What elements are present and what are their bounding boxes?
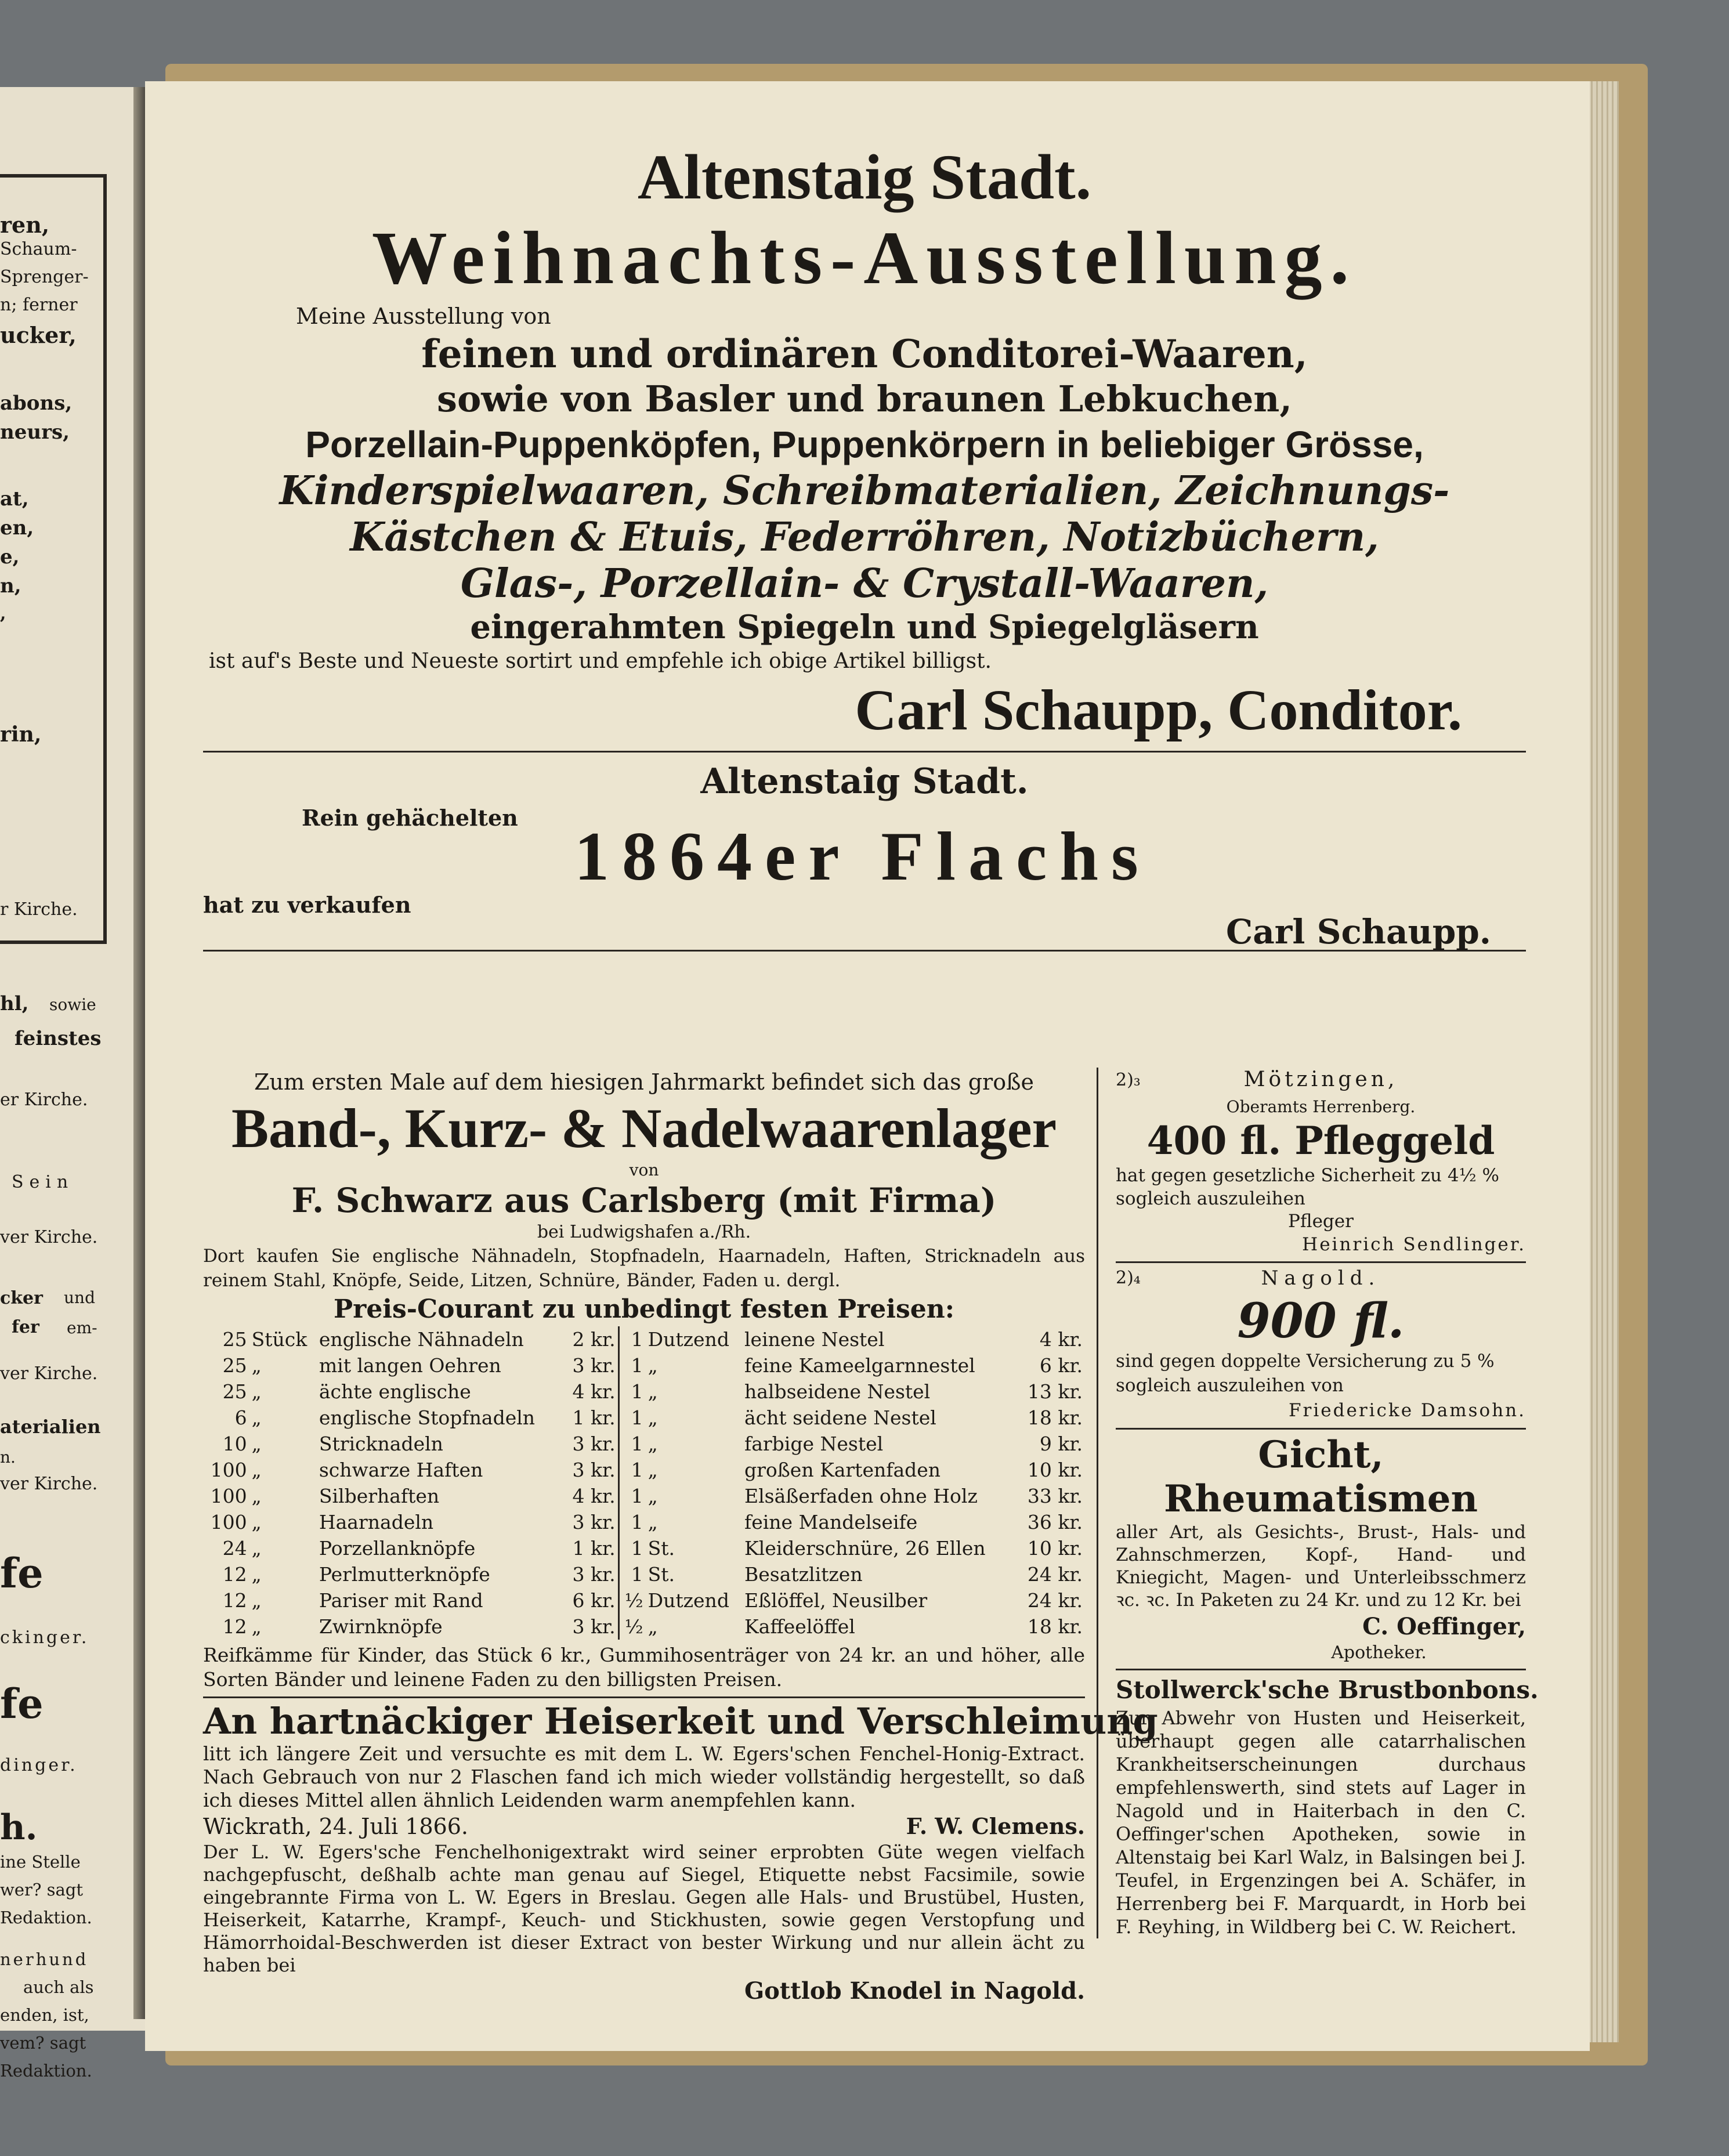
price-cell-p2: 6 kr.: [1039, 1354, 1083, 1377]
price-cell-p2: 36 kr.: [1027, 1511, 1083, 1533]
price-cell-q1: 10: [222, 1432, 247, 1455]
price-cell-q1: 25: [222, 1328, 247, 1351]
left-fragment: Redaktion.: [0, 2061, 92, 2081]
ad5-headline: 400 fl. Pfleggeld: [1146, 1118, 1495, 1163]
price-cell-p1: 4 kr.: [564, 1379, 618, 1405]
price-row: [203, 1405, 1085, 1431]
left-fragment: ver Kirche.: [0, 1363, 98, 1384]
left-fragment: feinstes: [15, 1027, 102, 1050]
price-row: [203, 1326, 1085, 1352]
left-fragment: fe: [0, 1680, 44, 1728]
price-cell-u1: „: [251, 1511, 262, 1533]
left-fragment: er Kirche.: [0, 1090, 88, 1110]
left-fragment: auch als: [23, 1977, 94, 1997]
price-cell-p1: 3 kr.: [564, 1561, 618, 1587]
left-fragment: ,: [0, 603, 6, 624]
ad2-body: [203, 805, 1526, 950]
price-cell-i2: halbseidene Nestel: [744, 1380, 931, 1403]
price-cell-p2: 13 kr.: [1027, 1380, 1083, 1403]
left-fragment: n; ferner: [0, 295, 78, 315]
left-fragment: ver Kirche.: [0, 1474, 98, 1494]
price-cell-i1: englische Stopfnadeln: [319, 1406, 536, 1429]
left-fragment: Redaktion.: [0, 1908, 92, 1927]
price-row: [203, 1614, 1085, 1640]
price-cell-q2: 1: [631, 1354, 643, 1377]
price-cell-p1: 3 kr.: [564, 1614, 618, 1640]
price-cell-u2: St.: [648, 1537, 675, 1560]
left-page: [0, 87, 145, 2081]
ad4-headline: An hartnäckiger Heiserkeit und Verschleimung: [203, 1700, 1158, 1742]
ad3-firm: F. Schwarz aus Carlsberg (mit Firma): [291, 1181, 997, 1220]
ad5-body: hat gegen gesetzliche Sicherheit zu 4½ % sogleich auszuleihen: [1116, 1165, 1499, 1209]
price-cell-u1: „: [251, 1537, 262, 1560]
left-fragment: sowie: [49, 995, 96, 1014]
left-fragment: neurs,: [0, 421, 70, 444]
ad3-intro: Zum ersten Male auf dem hiesigen Jahrmarkt befindet sich das große: [254, 1069, 1034, 1095]
left-fragment: aterialien: [0, 1416, 101, 1438]
left-fragment: enden, ist,: [0, 2005, 89, 2025]
ad1-intro: Meine Ausstellung von: [296, 303, 551, 329]
price-row: [203, 1561, 1085, 1587]
price-cell-p2: 24 kr.: [1027, 1563, 1083, 1586]
price-cell-p1: 1 kr.: [564, 1405, 618, 1431]
divider: [203, 1696, 1085, 1698]
price-cell-q2: 1: [631, 1563, 643, 1586]
price-row: [203, 1587, 1085, 1614]
ad2-post: hat zu verkaufen: [203, 892, 411, 918]
price-table: [203, 1326, 1085, 1640]
ad5-role: Pfleger: [1288, 1211, 1354, 1232]
ad4-signature-line: [203, 1812, 1085, 1841]
price-cell-q1: 25: [222, 1380, 247, 1403]
ad4-signer: F. W. Clemens.: [906, 1813, 1085, 1839]
ad1-line2: sowie von Basler und braunen Lebkuchen,: [437, 378, 1292, 420]
price-row: [203, 1431, 1085, 1457]
price-cell-p2: 10 kr.: [1027, 1537, 1083, 1560]
left-fragment: n,: [0, 574, 21, 598]
price-cell-i1: Perlmutterknöpfe: [319, 1563, 490, 1586]
left-fragment: fer: [12, 1317, 39, 1337]
price-cell-p1: 3 kr.: [564, 1509, 618, 1535]
price-cell-p1: 3 kr.: [564, 1352, 618, 1379]
ad4-seller: Gottlob Knodel in Nagold.: [744, 1977, 1085, 2005]
price-cell-i2: leinene Nestel: [744, 1328, 885, 1351]
ad7-body: aller Art, als Gesichts-, Brust-, Hals- und Zahnschmerzen, Kopf-, Hand- und Kniegicht, Magen- und Unterleibsschmerz ꝛc. ꝛc. In Paketen zu 24 Kr. und zu 12 Kr. bei: [1116, 1522, 1526, 1611]
left-fragment: dinger.: [0, 1755, 78, 1775]
price-cell-i2: feine Mandelseife: [744, 1511, 918, 1533]
price-row: [203, 1483, 1085, 1509]
ad6-name: Friedericke Damsohn.: [1289, 1400, 1526, 1421]
price-cell-q2: ½: [624, 1589, 643, 1612]
left-fragment: h.: [0, 1807, 38, 1848]
price-cell-q2: 1: [631, 1328, 643, 1351]
left-fragment: ckinger.: [0, 1627, 89, 1648]
ad1-place: Altenstaig Stadt.: [637, 142, 1092, 212]
ad1-line4: Kinderspielwaaren, Schreibmaterialien, Zeichnungs-: [279, 468, 1450, 514]
ad1-signature: Carl Schaupp, Conditor.: [855, 678, 1462, 742]
divider: [1116, 1261, 1526, 1263]
left-fragment: em-: [67, 1318, 97, 1337]
divider: [1116, 1669, 1526, 1670]
left-fragment: ine Stelle: [0, 1852, 81, 1872]
price-cell-i1: schwarze Haften: [319, 1459, 483, 1481]
ad1-line3: Porzellain-Puppenköpfen, Puppenkörpern in beliebiger Grösse,: [305, 424, 1424, 465]
price-cell-q1: 24: [222, 1537, 247, 1560]
ad7-headline2: Rheumatismen: [1163, 1477, 1478, 1521]
left-fragment: cker: [0, 1288, 43, 1308]
left-fragment: Sprenger-: [0, 267, 89, 287]
ad2-signature: Carl Schaupp.: [1226, 912, 1491, 952]
ad2-headline: 1864er Flachs: [574, 817, 1151, 895]
price-cell-u2: „: [648, 1380, 658, 1403]
ad1-line7: eingerahmten Spiegeln und Spiegelgläsern: [470, 608, 1259, 646]
left-fragment: Schaum-: [0, 239, 77, 259]
ad7-seller: C. Oeffinger,: [1362, 1613, 1526, 1640]
top-section: [203, 139, 1526, 952]
price-row: [203, 1379, 1085, 1405]
ad4-place-date: Wickrath, 24. Juli 1866.: [203, 1814, 468, 1839]
left-fragment: en,: [0, 516, 34, 540]
price-cell-i1: Haarnadeln: [319, 1511, 434, 1533]
left-fragment: vem? sagt: [0, 2033, 86, 2053]
ad3-footer: Reifkämme für Kinder, das Stück 6 kr., Gummihosenträger von 24 kr. an und höher, alle Sorten Bänder und leinene Faden zu den billigsten Preisen.: [203, 1644, 1085, 1691]
ad5-sub: Oberamts Herrenberg.: [1226, 1097, 1416, 1116]
divider: [203, 751, 1526, 753]
price-cell-i1: englische Nähnadeln: [319, 1328, 524, 1351]
right-page: [145, 81, 1590, 2051]
ad1-line6: Glas-, Porzellain- & Crystall-Waaren,: [460, 560, 1269, 607]
ad3-price-header: Preis-Courant zu unbedingt festen Preisen:: [334, 1294, 954, 1324]
ad3-description: Dort kaufen Sie englische Nähnadeln, Stopfnadeln, Haarnadeln, Haften, Stricknadeln aus reinem Stahl, Knöpfe, Seide, Litzen, Schnüre, Bänder, Faden u. dergl.: [203, 1246, 1085, 1291]
left-fragment: ver Kirche.: [0, 1227, 98, 1247]
price-cell-u1: „: [251, 1589, 262, 1612]
price-cell-u2: „: [648, 1354, 658, 1377]
price-cell-i1: Pariser mit Rand: [319, 1589, 483, 1612]
left-fragment: ren,: [0, 212, 50, 238]
ad3-location: bei Ludwigshafen a./Rh.: [537, 1222, 751, 1242]
price-cell-p2: 10 kr.: [1027, 1459, 1083, 1481]
price-cell-u2: „: [648, 1406, 658, 1429]
ad5-mark: 2)₃: [1116, 1070, 1141, 1090]
ad3-headline: Band-, Kurz- & Nadelwaarenlager: [231, 1097, 1057, 1159]
price-cell-u2: „: [648, 1511, 658, 1533]
ad6-top: [1116, 1267, 1526, 1293]
ad3-von: von: [629, 1160, 659, 1180]
left-fragment: r Kirche.: [0, 899, 78, 920]
price-cell-p2: 18 kr.: [1027, 1615, 1083, 1638]
left-fragment: n.: [0, 1448, 16, 1467]
left-fragment: e,: [0, 545, 20, 569]
left-fragment: fe: [0, 1549, 44, 1597]
price-cell-i1: ächte englische: [319, 1380, 471, 1403]
ad6-body: sind gegen doppelte Versicherung zu 5 % sogleich auszuleihen von: [1116, 1351, 1495, 1396]
ad2-place: Altenstaig Stadt.: [700, 761, 1029, 802]
ad5-name: Heinrich Sendlinger.: [1302, 1234, 1526, 1255]
ad8-body: Zur Abwehr von Husten und Heiserkeit, überhaupt gegen alle catarrhalischen Krankheitserscheinungen durchaus empfehlenswerth, sind stets auf Lager in Nagold und in Haiterbach in den C. Oeffinger'schen Apotheken, sowie in Altenstaig bei Karl Walz, in Balsingen bei J. Teufel, in Ergenzingen bei A. Schäfer, in Herrenberg bei F. Marquardt, in Horb bei F. Reyhing, in Wildberg bei C. W. Reichert.: [1116, 1707, 1526, 1938]
price-cell-p2: 9 kr.: [1039, 1432, 1083, 1455]
price-cell-p1: 6 kr.: [564, 1587, 618, 1614]
left-fragment: hl,: [0, 992, 29, 1015]
price-cell-p2: 33 kr.: [1027, 1485, 1083, 1507]
price-row: [203, 1457, 1085, 1483]
price-cell-q1: 25: [222, 1354, 247, 1377]
ad1-headline: Weihnachts-Ausstellung.: [371, 216, 1358, 300]
price-cell-q2: 1: [631, 1432, 643, 1455]
price-row: [203, 1535, 1085, 1561]
ad1-line1: feinen und ordinären Conditorei-Waaren,: [421, 331, 1308, 377]
ad6-place: Nagold.: [1261, 1267, 1381, 1290]
price-cell-q2: ½: [624, 1615, 643, 1638]
price-cell-p1: 4 kr.: [564, 1483, 618, 1509]
price-cell-i2: Kleiderschnüre, 26 Ellen: [744, 1537, 986, 1560]
left-fragment: at,: [0, 487, 29, 511]
price-cell-q1: 12: [222, 1563, 247, 1586]
left-fragment: rin,: [0, 722, 42, 747]
ad4-notice: Der L. W. Egers'sche Fenchelhonigextrakt wird seiner erprobten Güte wegen vielfach nachgepfuscht, deßhalb achte man genau auf Siegel, Etiquette nebst Facsimile, sowie eingebrannte Firma von L. W. Egers in Breslau. Gegen alle Hals- und Brustübel, Husten, Heiserkeit, Katarrhe, Krampf-, Keuch- und Stickhusten, sowie gegen Verstopfung und Hämorrhoidal-Beschwerden ist dieser Extract von bester Wirkung und nur allein ächt zu haben bei: [203, 1841, 1085, 1976]
price-cell-i1: Porzellanknöpfe: [319, 1537, 476, 1560]
left-fragment: abons,: [0, 392, 73, 415]
price-cell-u2: St.: [648, 1563, 675, 1586]
price-cell-q2: 1: [631, 1459, 643, 1481]
price-cell-q1: 12: [222, 1615, 247, 1638]
price-row: [203, 1352, 1085, 1379]
price-cell-u2: „: [648, 1615, 658, 1638]
ad8-headline: Stollwerck'sche Brustbonbons.: [1116, 1676, 1539, 1704]
price-cell-u2: Dutzend: [648, 1589, 729, 1612]
price-cell-u1: „: [251, 1406, 262, 1429]
price-cell-u2: „: [648, 1432, 658, 1455]
price-cell-i1: Zwirnknöpfe: [319, 1615, 443, 1638]
price-cell-u2: „: [648, 1485, 658, 1507]
divider: [1116, 1428, 1526, 1430]
ad5-place: Mötzingen,: [1243, 1068, 1398, 1091]
price-cell-q1: 100: [210, 1485, 247, 1507]
price-cell-i1: Stricknadeln: [319, 1432, 443, 1455]
price-cell-q1: 6: [234, 1406, 247, 1429]
ad4-body: litt ich längere Zeit und versuchte es mit dem L. W. Egers'schen Fenchel-Honig-Extract. Nach Gebrauch von nur 2 Flaschen fand ich mich wieder vollständig hergestellt, so daß ich dieses Mittel allen ähnlich Leidenden warm anempfehlen kann.: [203, 1742, 1085, 1811]
price-cell-i2: farbige Nestel: [744, 1432, 884, 1455]
price-row: [203, 1509, 1085, 1535]
price-cell-i2: ächt seidene Nestel: [744, 1406, 936, 1429]
right-column: [1097, 1068, 1539, 1938]
ad1-line5: Kästchen & Etuis, Federröhren, Notizbüchern,: [350, 514, 1379, 560]
price-cell-p1: 2 kr.: [564, 1326, 618, 1352]
price-cell-q2: 1: [631, 1380, 643, 1403]
price-cell-u1: Stück: [251, 1328, 308, 1351]
price-cell-i2: Kaffeelöffel: [744, 1615, 855, 1638]
ad6-headline: 900 fl.: [1237, 1293, 1405, 1349]
left-fragment: nerhund: [0, 1949, 89, 1969]
left-fragment: ucker,: [0, 322, 77, 348]
price-cell-u1: „: [251, 1563, 262, 1586]
left-fragment: und: [64, 1288, 95, 1307]
price-cell-u1: „: [251, 1615, 262, 1638]
price-cell-i2: Elsäßerfaden ohne Holz: [744, 1485, 978, 1507]
ad7-headline1: Gicht,: [1258, 1433, 1384, 1477]
price-cell-p2: 18 kr.: [1027, 1406, 1083, 1429]
price-cell-i1: Silberhaften: [319, 1485, 440, 1507]
price-cell-q1: 100: [210, 1511, 247, 1533]
price-cell-q1: 100: [210, 1459, 247, 1481]
price-cell-i2: großen Kartenfaden: [744, 1459, 941, 1481]
price-cell-u2: Dutzend: [648, 1328, 729, 1351]
price-cell-p2: 24 kr.: [1027, 1589, 1083, 1612]
price-cell-u1: „: [251, 1432, 262, 1455]
price-cell-p2: 4 kr.: [1039, 1328, 1083, 1351]
price-cell-i2: Besatzlitzen: [744, 1563, 863, 1586]
price-cell-u1: „: [251, 1354, 262, 1377]
price-cell-q1: 12: [222, 1589, 247, 1612]
price-cell-i2: Eßlöffel, Neusilber: [744, 1589, 928, 1612]
price-cell-q2: 1: [631, 1537, 643, 1560]
ad2-pre: Rein gehächelten: [302, 805, 518, 831]
price-cell-u2: „: [648, 1459, 658, 1481]
price-cell-i1: mit langen Oehren: [319, 1354, 501, 1377]
price-cell-u1: „: [251, 1459, 262, 1481]
price-cell-p1: 3 kr.: [564, 1457, 618, 1483]
ad1-line8: ist auf's Beste und Neueste sortirt und empfehle ich obige Artikel billigst.: [209, 649, 992, 673]
price-cell-u1: „: [251, 1380, 262, 1403]
left-fragment: Sein: [12, 1172, 74, 1192]
price-cell-q2: 1: [631, 1511, 643, 1533]
left-fragment: wer? sagt: [0, 1880, 84, 1900]
price-cell-q2: 1: [631, 1406, 643, 1429]
price-cell-i2: feine Kameelgarnnestel: [744, 1354, 975, 1377]
price-cell-p1: 3 kr.: [564, 1431, 618, 1457]
ad7-role: Apotheker.: [1331, 1643, 1427, 1663]
price-cell-p1: 1 kr.: [564, 1535, 618, 1561]
ad5-top: [1116, 1068, 1526, 1097]
price-cell-q2: 1: [631, 1485, 643, 1507]
ad6-mark: 2)₄: [1116, 1268, 1141, 1288]
price-cell-u1: „: [251, 1485, 262, 1507]
